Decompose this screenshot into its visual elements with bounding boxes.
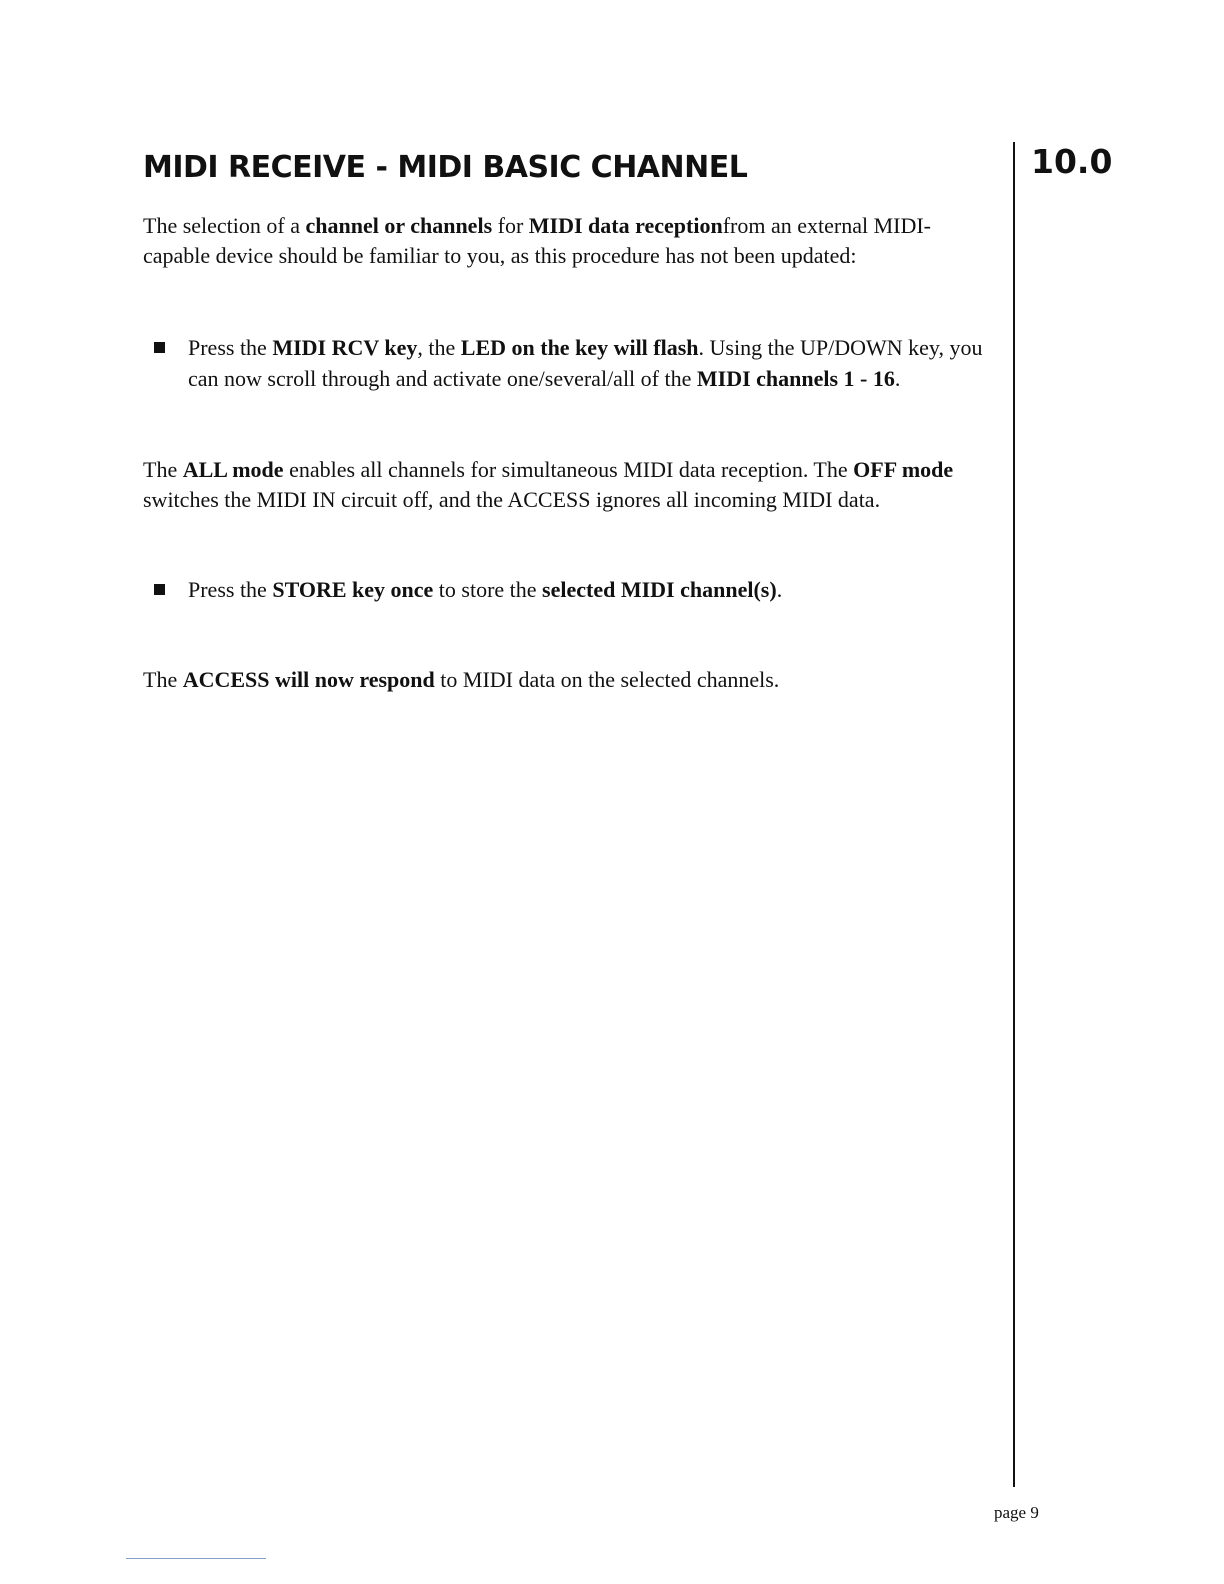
- modes-bold-off: OFF mode: [853, 457, 954, 482]
- intro-bold-reception: MIDI data reception: [528, 213, 723, 238]
- section-number: 10.0: [1031, 142, 1113, 181]
- bullet1-text-2: , the: [417, 335, 461, 360]
- footer-rule: [126, 1558, 266, 1559]
- page-number: page 9: [994, 1503, 1039, 1522]
- modes-paragraph: [143, 455, 993, 515]
- bullet-midi-rcv-text: [188, 332, 993, 394]
- closing-bold-respond: ACCESS will now respond: [182, 667, 435, 692]
- page-title: MIDI RECEIVE - MIDI BASIC CHANNEL: [143, 150, 748, 185]
- modes-text-2: enables all channels for simultaneous MIDI data reception. The: [283, 457, 854, 482]
- closing-paragraph: [143, 665, 993, 695]
- bullet1-bold-channels: MIDI channels 1 - 16: [696, 366, 895, 391]
- bullet1-bold-led: LED on the key will flash: [460, 335, 699, 360]
- bullet-square-icon: [154, 584, 165, 595]
- bullet2-bold-selected: selected MIDI channel(s): [542, 577, 777, 602]
- bullet-square-icon: [154, 342, 165, 353]
- vertical-divider: [1013, 142, 1015, 1487]
- intro-text-1: The selection of a: [143, 213, 306, 238]
- bullet-store: [143, 574, 993, 605]
- closing-text-1: The: [143, 667, 183, 692]
- bullet-midi-rcv: [143, 332, 993, 394]
- bullet-store-text: [188, 574, 993, 605]
- bullet2-text-1: Press the: [188, 577, 273, 602]
- bullet1-text-3: . Using the UP/DOWN key, you can now scroll through and activate one/several/all of the: [188, 335, 983, 391]
- bullet1-text-1: Press the: [188, 335, 273, 360]
- bullet1-bold-key: MIDI RCV key: [272, 335, 418, 360]
- intro-text-2: for: [492, 213, 529, 238]
- closing-text-2: to MIDI data on the selected channels.: [434, 667, 780, 692]
- intro-paragraph: [143, 211, 993, 271]
- intro-bold-channels: channel or channels: [305, 213, 493, 238]
- modes-text-1: The: [143, 457, 183, 482]
- bullet2-bold-store: STORE key once: [272, 577, 434, 602]
- modes-text-3: switches the MIDI IN circuit off, and the ACCESS ignores all incoming MIDI data.: [143, 487, 881, 512]
- bullet2-text-2: to store the: [433, 577, 543, 602]
- intro-text-3: from an external MIDI-capable device should be familiar to you, as this procedure has not been updated:: [143, 213, 932, 268]
- bullet2-text-3: .: [776, 577, 783, 602]
- bullet1-text-4: .: [894, 366, 901, 391]
- modes-bold-all: ALL mode: [182, 457, 284, 482]
